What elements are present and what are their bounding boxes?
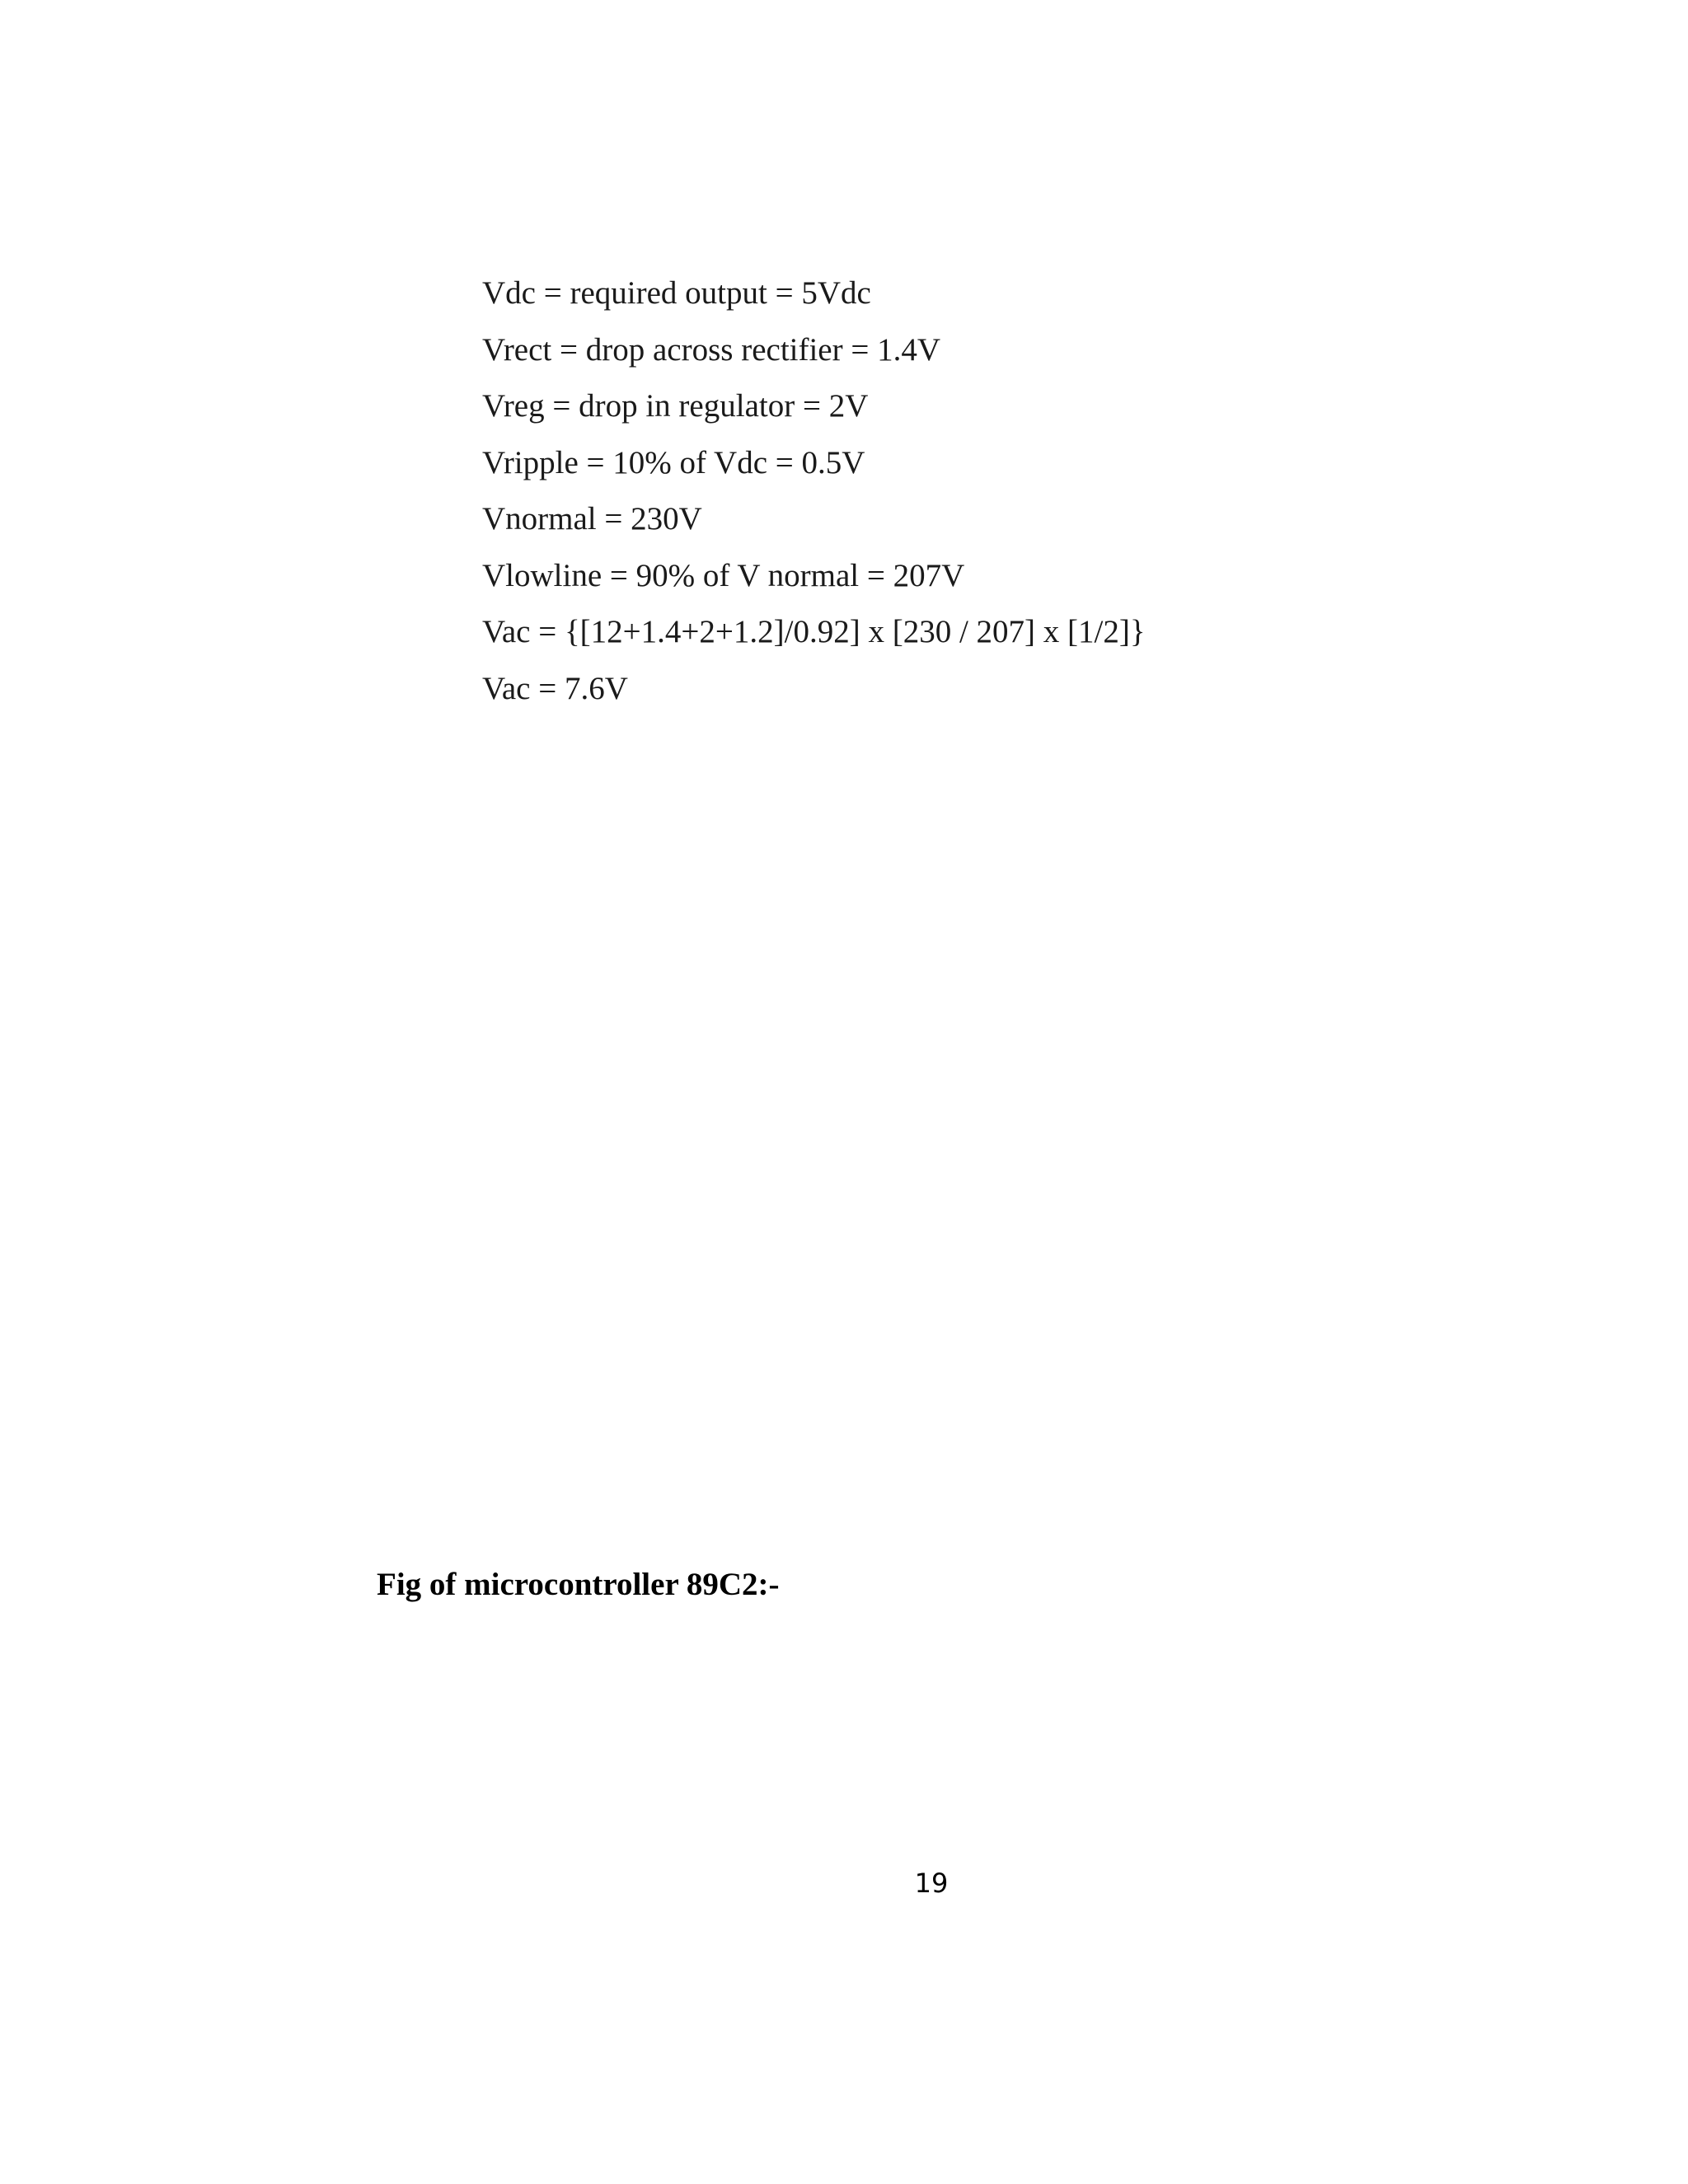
equation-vrect: Vrect = drop across rectifier = 1.4V: [482, 331, 941, 368]
equation-vac-result: Vac = 7.6V: [482, 670, 628, 706]
equation-list: [482, 265, 1554, 717]
equation-vlowline: Vlowline = 90% of V normal = 207V: [482, 557, 965, 593]
figure-heading: Fig of microcontroller 89C2:-: [377, 1567, 780, 1602]
equation-vripple: Vripple = 10% of Vdc = 0.5V: [482, 444, 865, 480]
equation-vac-formula: Vac = {[12+1.4+2+1.2]/0.92] x [230 / 207] x [1/2]}: [482, 614, 1146, 649]
equation-vdc: Vdc = required output = 5Vdc: [482, 275, 871, 311]
equation-vnormal: Vnormal = 230V: [482, 501, 702, 537]
page-number: 19: [914, 1868, 949, 1899]
equation-vreg: Vreg = drop in regulator = 2V: [482, 388, 869, 424]
